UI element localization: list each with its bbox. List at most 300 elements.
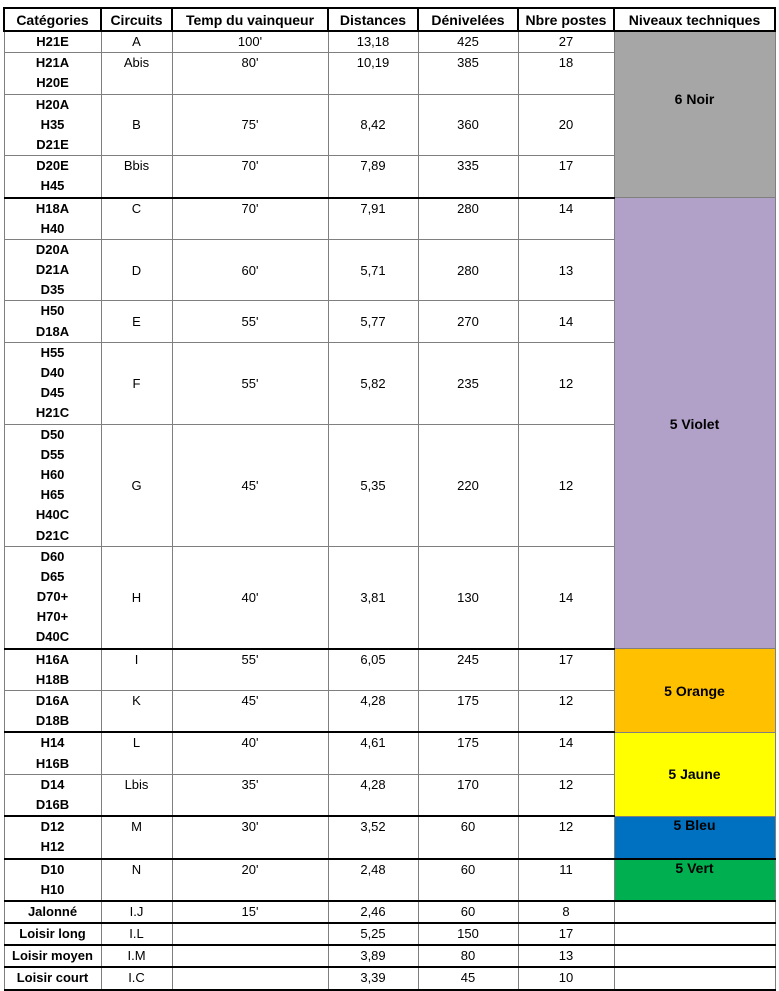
- controls-cell-value: 12: [558, 819, 574, 835]
- category-cell: [4, 649, 101, 691]
- circuit-cell: [101, 945, 172, 967]
- category-cell: [4, 342, 101, 424]
- elevation-cell: [418, 156, 518, 198]
- elevation-cell: [418, 31, 518, 53]
- category-label: H10: [40, 881, 65, 897]
- table-row: [4, 31, 775, 53]
- circuit-cell-value: I.C: [128, 970, 145, 986]
- circuit-cell-value: L: [132, 735, 141, 751]
- category-label: D40C: [35, 629, 70, 645]
- category-label: H65: [40, 487, 65, 503]
- technical-level-label: 5 Vert: [675, 859, 714, 876]
- distance-cell-value: 5,35: [360, 477, 386, 493]
- elevation-cell-value: 45: [460, 970, 476, 986]
- table-row: [4, 859, 775, 901]
- controls-cell-value: 17: [558, 651, 574, 667]
- winner-time-cell-value: 100': [237, 34, 263, 49]
- circuit-cell-value: N: [131, 861, 142, 877]
- table-row: [4, 649, 775, 691]
- controls-cell-value: 14: [558, 314, 574, 330]
- elevation-cell: [418, 859, 518, 901]
- winner-time-cell: [172, 967, 328, 989]
- circuit-cell: [101, 546, 172, 648]
- circuit-cell-value: M: [131, 819, 142, 835]
- category-label: D35: [40, 282, 65, 298]
- circuit-cell: [101, 198, 172, 240]
- category-label: H16B: [35, 755, 70, 771]
- elevation-cell: [418, 691, 518, 733]
- technical-level-cell: [614, 732, 775, 816]
- elevation-cell-value: 60: [460, 903, 476, 919]
- elevation-cell-value: 385: [457, 55, 479, 71]
- circuit-cell-value: H: [131, 589, 142, 605]
- winner-time-cell-value: 55': [241, 651, 259, 667]
- controls-cell: [518, 53, 614, 94]
- winner-time-cell: [172, 94, 328, 156]
- controls-cell: [518, 424, 614, 546]
- category-label: D70+: [36, 589, 69, 605]
- technical-level-cell: [614, 649, 775, 733]
- header-circuits: Circuits: [101, 8, 172, 31]
- controls-cell-value: 8: [562, 903, 570, 919]
- category-cell: [4, 901, 101, 923]
- category-cell: [4, 816, 101, 858]
- distance-cell: [328, 859, 418, 901]
- category-cell: [4, 546, 101, 648]
- winner-time-cell-value: 15': [241, 903, 259, 919]
- controls-cell: [518, 691, 614, 733]
- circuit-cell: [101, 31, 172, 53]
- controls-cell: [518, 816, 614, 858]
- distance-cell-value: 5,82: [360, 375, 386, 391]
- technical-level-cell: [614, 816, 775, 858]
- controls-cell: [518, 94, 614, 156]
- elevation-cell-value: 170: [457, 776, 479, 792]
- controls-cell-value: 17: [558, 926, 574, 942]
- technical-level-label: 5 Orange: [664, 682, 725, 699]
- distance-cell: [328, 198, 418, 240]
- distance-cell-value: 3,89: [360, 948, 386, 964]
- elevation-cell-value: 360: [457, 117, 479, 133]
- category-label: D20A: [35, 241, 70, 257]
- elevation-cell: [418, 94, 518, 156]
- controls-cell-value: 13: [558, 262, 574, 278]
- circuit-cell: [101, 649, 172, 691]
- distance-cell: [328, 156, 418, 198]
- category-label: Loisir moyen: [12, 948, 93, 964]
- circuits-table: [3, 7, 776, 991]
- elevation-cell: [418, 424, 518, 546]
- controls-cell: [518, 31, 614, 53]
- elevation-cell-value: 335: [457, 158, 479, 174]
- controls-cell: [518, 732, 614, 774]
- category-label: D65: [40, 568, 65, 584]
- category-label: H40: [40, 220, 65, 236]
- elevation-cell: [418, 945, 518, 967]
- circuit-cell: [101, 923, 172, 945]
- distance-cell: [328, 732, 418, 774]
- controls-cell-value: 12: [558, 693, 574, 708]
- category-label: D21C: [35, 527, 70, 543]
- controls-cell-value: 12: [558, 477, 574, 493]
- table-row: [4, 967, 775, 989]
- distance-cell-value: 13,18: [356, 34, 390, 49]
- winner-time-cell-value: 55': [241, 375, 259, 391]
- distance-cell-value: 6,05: [360, 651, 386, 667]
- distance-cell-value: 3,81: [360, 589, 386, 605]
- winner-time-cell: [172, 342, 328, 424]
- distance-cell-value: 4,61: [360, 735, 386, 751]
- table-row: [4, 732, 775, 774]
- winner-time-cell-value: 45': [241, 693, 259, 708]
- category-label: Loisir court: [16, 970, 89, 986]
- winner-time-cell: [172, 816, 328, 858]
- circuit-cell: [101, 816, 172, 858]
- category-cell: [4, 301, 101, 342]
- winner-time-cell: [172, 859, 328, 901]
- winner-time-cell: [172, 424, 328, 546]
- distance-cell: [328, 901, 418, 923]
- winner-time-cell-value: 70': [241, 158, 259, 174]
- category-label: D21A: [35, 262, 70, 278]
- category-cell: [4, 424, 101, 546]
- winner-time-cell: [172, 945, 328, 967]
- table-row: [4, 923, 775, 945]
- controls-cell: [518, 774, 614, 816]
- category-cell: [4, 945, 101, 967]
- winner-time-cell: [172, 53, 328, 94]
- winner-time-cell-value: 70': [241, 200, 259, 216]
- winner-time-cell-value: [173, 924, 328, 944]
- controls-cell-value: 12: [558, 776, 574, 792]
- circuit-cell: [101, 342, 172, 424]
- circuit-cell: [101, 901, 172, 923]
- winner-time-cell: [172, 301, 328, 342]
- elevation-cell-value: 60: [460, 819, 476, 835]
- technical-level-empty: [614, 901, 775, 923]
- circuit-cell: [101, 424, 172, 546]
- controls-cell: [518, 342, 614, 424]
- category-cell: [4, 691, 101, 733]
- circuit-cell-value: I.J: [129, 903, 144, 919]
- elevation-cell: [418, 901, 518, 923]
- technical-level-label: 5 Bleu: [673, 816, 716, 833]
- winner-time-cell: [172, 31, 328, 53]
- elevation-cell: [418, 546, 518, 648]
- circuit-cell-value: Bbis: [123, 158, 150, 174]
- circuit-cell-value: I.L: [129, 926, 144, 942]
- category-label: D55: [40, 446, 65, 462]
- technical-level-cell: [614, 859, 775, 901]
- technical-level-empty: [614, 945, 775, 967]
- circuit-cell-value: I: [134, 651, 139, 667]
- category-label: Loisir long: [19, 926, 86, 942]
- elevation-cell: [418, 923, 518, 945]
- winner-time-cell: [172, 649, 328, 691]
- category-label: D16A: [35, 693, 70, 708]
- controls-cell: [518, 198, 614, 240]
- category-label: Jalonné: [27, 903, 78, 919]
- category-label: H45: [40, 178, 65, 194]
- distance-cell-value: 5,71: [360, 262, 386, 278]
- winner-time-cell: [172, 774, 328, 816]
- category-label: H21E: [36, 34, 69, 49]
- circuit-cell: [101, 156, 172, 198]
- category-label: D60: [40, 548, 65, 564]
- category-label: H18A: [35, 200, 70, 216]
- distance-cell: [328, 301, 418, 342]
- category-label: H16A: [35, 651, 70, 667]
- distance-cell: [328, 342, 418, 424]
- controls-cell-value: 11: [559, 861, 573, 877]
- winner-time-cell-value: 30': [241, 819, 259, 835]
- circuit-cell-value: F: [132, 375, 141, 391]
- controls-cell-value: 20: [558, 117, 574, 133]
- winner-time-cell-value: 80': [241, 55, 259, 71]
- category-label: H70+: [36, 609, 69, 625]
- controls-cell-value: 17: [558, 158, 574, 174]
- winner-time-cell-value: [173, 946, 328, 966]
- distance-cell: [328, 546, 418, 648]
- controls-cell: [518, 923, 614, 945]
- distance-cell: [328, 945, 418, 967]
- elevation-cell-value: 175: [457, 735, 479, 751]
- distance-cell-value: 2,46: [360, 903, 386, 919]
- circuit-cell-value: Abis: [123, 55, 150, 71]
- category-label: H21A: [35, 55, 70, 71]
- table-row: [4, 816, 775, 858]
- winner-time-cell-value: 40': [241, 589, 259, 605]
- distance-cell: [328, 967, 418, 989]
- category-cell: [4, 53, 101, 94]
- category-cell: [4, 774, 101, 816]
- header-technical-levels: Niveaux techniques: [614, 8, 775, 31]
- category-cell: [4, 94, 101, 156]
- distance-cell-value: 10,19: [356, 55, 390, 71]
- category-label: D45: [40, 385, 65, 401]
- circuit-cell: [101, 301, 172, 342]
- distance-cell-value: 3,39: [360, 970, 386, 986]
- controls-cell: [518, 546, 614, 648]
- controls-cell: [518, 967, 614, 989]
- elevation-cell-value: 80: [460, 948, 476, 964]
- controls-cell: [518, 859, 614, 901]
- category-label: H14: [40, 735, 65, 751]
- technical-level-cell: [614, 31, 775, 198]
- elevation-cell-value: 280: [457, 200, 479, 216]
- technical-level-label: 5 Jaune: [668, 766, 721, 783]
- category-label: D40: [40, 365, 65, 380]
- circuit-cell-value: Lbis: [124, 776, 149, 792]
- distance-cell: [328, 774, 418, 816]
- category-label: D18B: [35, 713, 70, 729]
- controls-cell-value: 12: [558, 375, 574, 391]
- winner-time-cell-value: 45': [241, 477, 259, 493]
- distance-cell: [328, 649, 418, 691]
- elevation-cell-value: 270: [457, 314, 479, 330]
- distance-cell: [328, 53, 418, 94]
- controls-cell-value: 14: [558, 735, 574, 751]
- category-label: D18A: [35, 323, 70, 339]
- category-cell: [4, 732, 101, 774]
- winner-time-cell: [172, 156, 328, 198]
- circuit-cell: [101, 859, 172, 901]
- technical-level-cell: [614, 198, 775, 649]
- category-label: H55: [40, 344, 65, 360]
- circuit-cell: [101, 53, 172, 94]
- category-label: D21E: [36, 136, 69, 152]
- elevation-cell: [418, 342, 518, 424]
- circuit-cell-value: E: [132, 314, 141, 330]
- header-distances: Distances: [328, 8, 418, 31]
- winner-time-cell: [172, 923, 328, 945]
- category-label: H40C: [35, 507, 70, 523]
- winner-time-cell: [172, 546, 328, 648]
- distance-cell-value: 5,25: [360, 926, 386, 942]
- category-label: H50: [40, 303, 65, 319]
- category-label: H20E: [36, 75, 69, 91]
- category-cell: [4, 31, 101, 53]
- category-cell: [4, 156, 101, 198]
- controls-cell-value: 14: [558, 589, 574, 605]
- elevation-cell: [418, 649, 518, 691]
- category-label: H21C: [35, 405, 70, 421]
- controls-cell: [518, 301, 614, 342]
- circuit-cell: [101, 967, 172, 989]
- controls-cell-value: 27: [558, 34, 574, 49]
- elevation-cell-value: 245: [457, 651, 479, 667]
- winner-time-cell: [172, 198, 328, 240]
- distance-cell-value: 7,89: [360, 158, 386, 174]
- elevation-cell-value: 220: [457, 477, 479, 493]
- distance-cell: [328, 94, 418, 156]
- category-label: H60: [40, 466, 65, 482]
- elevation-cell-value: 280: [457, 262, 479, 278]
- distance-cell: [328, 816, 418, 858]
- table-row: [4, 901, 775, 923]
- elevation-cell-value: 235: [457, 375, 479, 391]
- elevation-cell-value: 60: [460, 861, 476, 877]
- category-label: H18B: [35, 671, 70, 687]
- elevation-cell: [418, 816, 518, 858]
- distance-cell-value: 5,77: [360, 314, 386, 330]
- circuit-cell: [101, 691, 172, 733]
- category-label: D20E: [36, 158, 69, 174]
- winner-time-cell-value: 60': [241, 262, 259, 278]
- category-label: D12: [40, 819, 65, 835]
- winner-time-cell-value: 20': [241, 861, 259, 877]
- winner-time-cell-value: 75': [241, 117, 259, 133]
- winner-time-cell-value: 35': [241, 776, 259, 792]
- circuit-cell-value: K: [132, 693, 141, 708]
- elevation-cell: [418, 967, 518, 989]
- elevation-cell-value: 425: [457, 34, 479, 49]
- distance-cell: [328, 424, 418, 546]
- category-cell: [4, 859, 101, 901]
- category-label: D10: [40, 861, 65, 877]
- winner-time-cell: [172, 691, 328, 733]
- winner-time-cell-value: 40': [241, 735, 259, 751]
- circuit-cell-value: C: [131, 200, 142, 216]
- circuit-cell-value: G: [131, 477, 142, 493]
- controls-cell: [518, 649, 614, 691]
- table-row: [4, 945, 775, 967]
- distance-cell: [328, 691, 418, 733]
- circuit-cell-value: I.M: [127, 948, 146, 964]
- distance-cell-value: 8,42: [360, 117, 386, 133]
- technical-level-empty: [614, 967, 775, 989]
- circuit-cell: [101, 732, 172, 774]
- distance-cell-value: 3,52: [360, 819, 386, 835]
- distance-cell: [328, 31, 418, 53]
- category-cell: [4, 967, 101, 989]
- controls-cell-value: 14: [558, 200, 574, 216]
- category-cell: [4, 239, 101, 301]
- category-label: H12: [40, 839, 65, 855]
- elevation-cell-value: 150: [457, 926, 479, 942]
- controls-cell: [518, 156, 614, 198]
- technical-level-label: 6 Noir: [674, 91, 715, 107]
- category-label: H20A: [35, 96, 70, 112]
- elevation-cell-value: 175: [457, 693, 479, 708]
- category-label: D50: [40, 426, 65, 442]
- controls-cell-value: 13: [558, 948, 574, 964]
- technical-level-empty: [614, 923, 775, 945]
- distance-cell-value: 7,91: [360, 200, 386, 216]
- distance-cell: [328, 923, 418, 945]
- winner-time-cell: [172, 239, 328, 301]
- distance-cell-value: 4,28: [360, 776, 386, 792]
- header-row: [4, 8, 775, 31]
- circuit-cell: [101, 774, 172, 816]
- winner-time-cell-value: [173, 968, 328, 988]
- elevation-cell: [418, 198, 518, 240]
- winner-time-cell: [172, 901, 328, 923]
- winner-time-cell-value: 55': [241, 314, 259, 330]
- category-label: D16B: [35, 796, 70, 812]
- elevation-cell: [418, 774, 518, 816]
- controls-cell: [518, 239, 614, 301]
- circuit-cell: [101, 239, 172, 301]
- distance-cell-value: 2,48: [360, 861, 386, 877]
- technical-level-label: 5 Violet: [669, 416, 720, 433]
- header-categories: Catégories: [4, 8, 101, 31]
- circuit-cell: [101, 94, 172, 156]
- category-cell: [4, 198, 101, 240]
- circuit-cell-value: A: [132, 34, 141, 49]
- controls-cell: [518, 945, 614, 967]
- winner-time-cell: [172, 732, 328, 774]
- controls-cell-value: 18: [558, 55, 574, 71]
- circuit-cell-value: B: [132, 117, 141, 133]
- distance-cell-value: 4,28: [360, 693, 386, 708]
- controls-cell: [518, 901, 614, 923]
- category-label: D14: [40, 776, 65, 792]
- header-winner-time: Temp du vainqueur: [172, 8, 328, 31]
- controls-cell-value: 10: [558, 970, 574, 986]
- elevation-cell-value: 130: [457, 589, 479, 605]
- category-cell: [4, 923, 101, 945]
- elevation-cell: [418, 732, 518, 774]
- circuit-cell-value: D: [131, 262, 142, 278]
- distance-cell: [328, 239, 418, 301]
- header-elevation: Dénivelées: [418, 8, 518, 31]
- elevation-cell: [418, 301, 518, 342]
- elevation-cell: [418, 53, 518, 94]
- category-label: H35: [40, 116, 65, 132]
- header-controls: Nbre postes: [518, 8, 614, 31]
- table-row: [4, 198, 775, 240]
